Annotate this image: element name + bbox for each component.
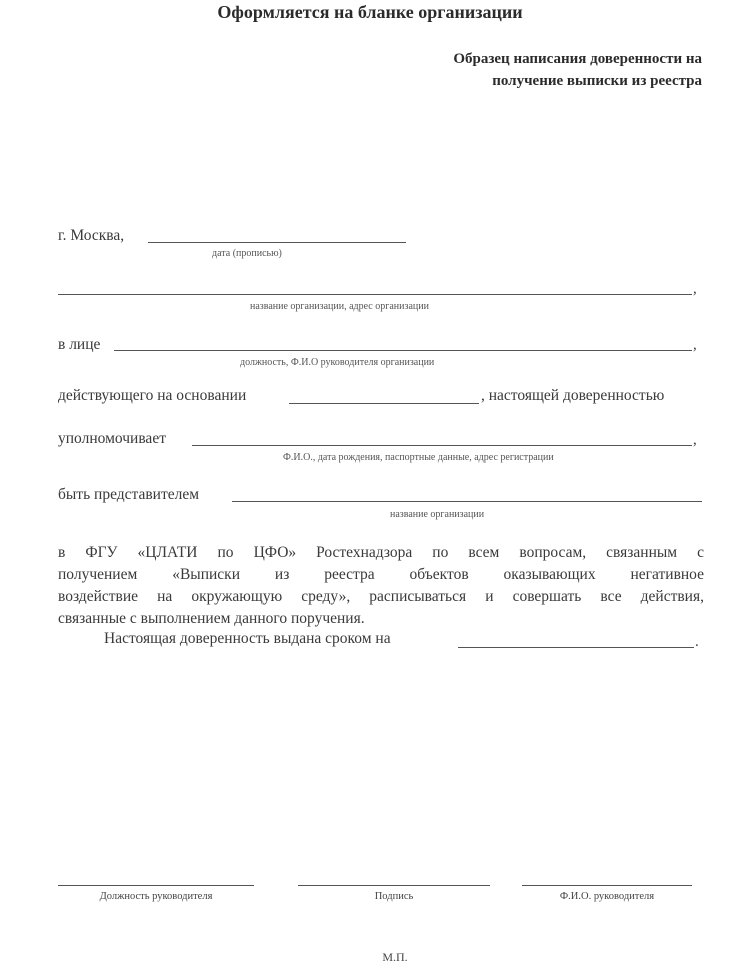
position-hint: Должность руководителя: [99, 891, 213, 902]
basis-trailing: , настоящей доверенностью: [481, 387, 665, 404]
position-signature-line: [58, 885, 254, 886]
date-hint: дата (прописью): [212, 248, 282, 259]
sample-title: [342, 48, 702, 92]
body-line-3: воздействие на окружающую среду», расписываться и совершать все действия,: [58, 588, 704, 605]
signature-line: [298, 885, 490, 886]
sample-title-line-1: Образец написания доверенности на: [453, 51, 702, 67]
city-label: г. Москва,: [58, 227, 125, 244]
represent-label: быть представителем: [58, 486, 200, 503]
name-hint: Ф.И.О. руководителя: [559, 891, 655, 902]
basis-label: действующего на основании: [58, 387, 247, 404]
body-paragraph: [58, 542, 704, 630]
stamp-mark: М.П.: [382, 950, 408, 964]
body-line-2: получением «Выписки из реестра объектов оказывающих негативное: [58, 566, 704, 583]
sample-title-line-2: получение выписки из реестра: [492, 73, 702, 89]
organization-comma: ,: [693, 281, 697, 297]
body-line-1: в ФГУ «ЦЛАТИ по ЦФО» Ростехнадзора по всем вопросам, связанным с: [58, 544, 704, 561]
person-hint: должность, Ф.И.О руководителя организации: [240, 357, 435, 368]
authorize-line: [192, 445, 692, 446]
date-line: [148, 242, 406, 243]
signature-hint: Подпись: [374, 891, 414, 902]
authorize-label: уполномочивает: [58, 430, 166, 447]
organization-hint: название организации, адрес организации: [250, 301, 429, 312]
validity-line: [458, 647, 694, 648]
represent-hint: название организации: [390, 509, 485, 520]
document-header: Оформляется на бланке организации: [217, 2, 523, 22]
person-label: в лице: [58, 336, 101, 353]
person-comma: ,: [693, 337, 697, 353]
organization-line: [58, 294, 692, 295]
name-signature-line: [522, 885, 692, 886]
validity-period: .: [695, 634, 699, 650]
authorize-comma: ,: [693, 432, 697, 448]
represent-line: [232, 501, 702, 502]
person-line: [114, 350, 692, 351]
validity-label: Настоящая доверенность выдана сроком на: [104, 630, 391, 647]
body-line-4: связанные с выполнением данного поручения.: [58, 610, 365, 627]
basis-line: [289, 403, 479, 404]
authorize-hint: Ф.И.О., дата рождения, паспортные данные, адрес регистрации: [283, 452, 554, 463]
